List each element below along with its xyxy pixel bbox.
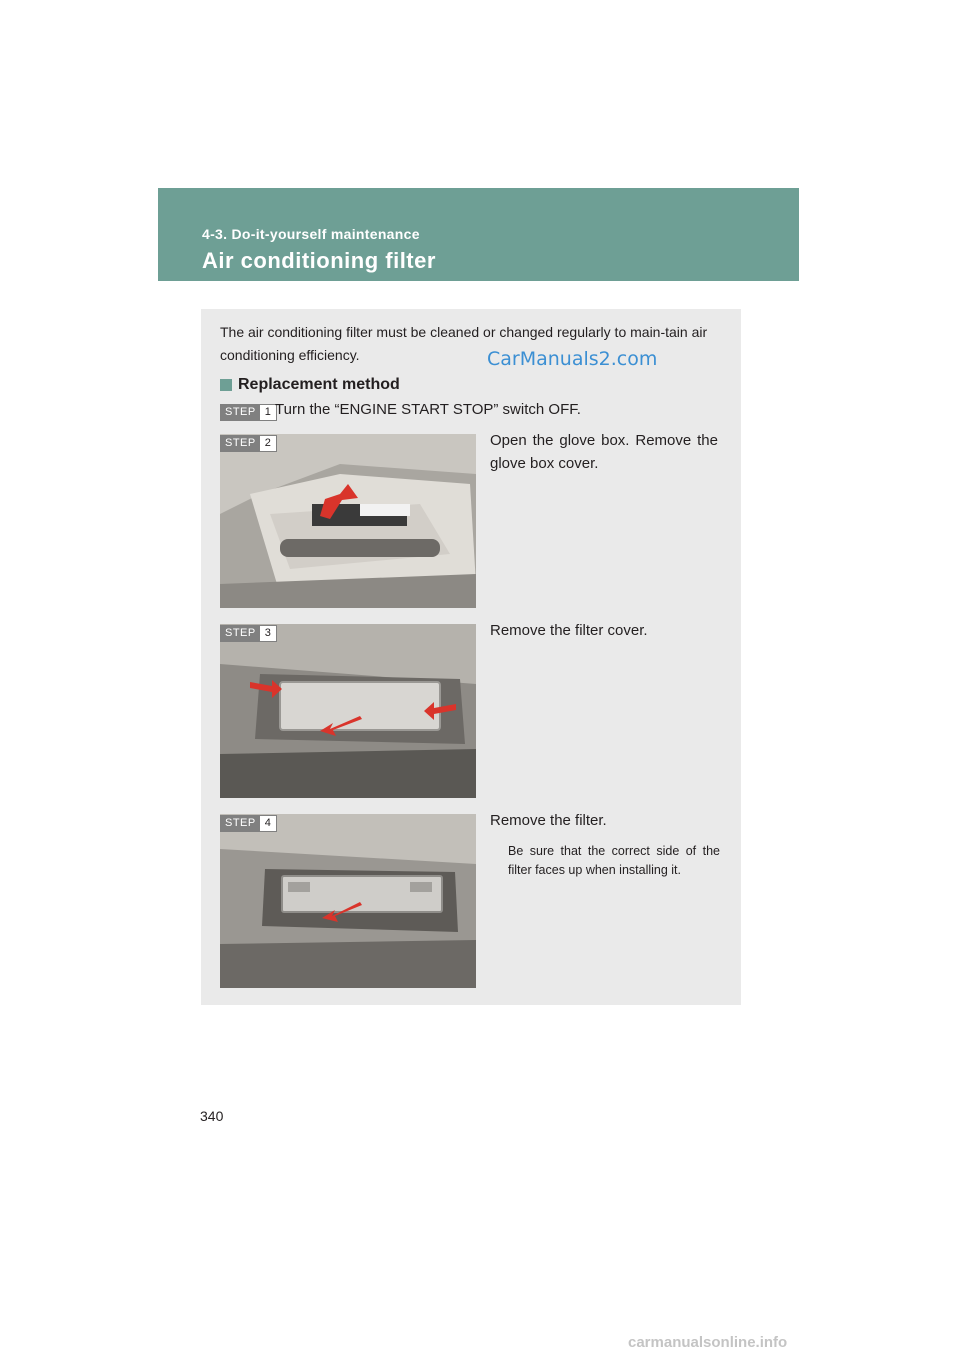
step-1-badge bbox=[220, 404, 277, 421]
filter-photo bbox=[220, 814, 476, 988]
step-word: STEP bbox=[221, 626, 260, 641]
step-2-badge bbox=[220, 435, 277, 452]
page-number: 340 bbox=[200, 1108, 224, 1124]
step-2-text: Open the glove box. Remove the glove box cover. bbox=[490, 432, 718, 472]
header-band bbox=[158, 188, 799, 281]
step-word: STEP bbox=[221, 816, 260, 831]
step-4-note: Be sure that the correct side of the filter faces up when installing it. bbox=[508, 844, 720, 877]
step-number: 2 bbox=[264, 437, 271, 449]
method-heading bbox=[220, 376, 400, 394]
page-title: Air conditioning filter bbox=[202, 248, 436, 273]
footer-watermark: carmanualsonline.info bbox=[628, 1334, 788, 1351]
step-3-badge bbox=[220, 625, 277, 642]
content-box bbox=[201, 309, 741, 1005]
section-label: 4-3. Do-it-yourself maintenance bbox=[202, 226, 420, 242]
glove-box-photo bbox=[220, 434, 476, 608]
method-heading-label: Replacement method bbox=[238, 376, 400, 393]
step-word: STEP bbox=[221, 436, 260, 451]
step-number: 4 bbox=[264, 817, 271, 829]
intro-text: The air conditioning filter must be cleaned or changed regularly to main-tain air conditioning efficiency. bbox=[220, 324, 708, 363]
step-4-text: Remove the filter. bbox=[490, 812, 607, 829]
step-4-badge bbox=[220, 815, 277, 832]
step-word: STEP bbox=[221, 405, 260, 420]
step-1-text: Turn the “ENGINE START STOP” switch OFF. bbox=[275, 401, 581, 418]
square-bullet-icon bbox=[220, 379, 232, 391]
step-number: 3 bbox=[264, 627, 271, 639]
step-number: 1 bbox=[264, 406, 271, 418]
step-3-text: Remove the filter cover. bbox=[490, 622, 648, 639]
watermark-text: CarManuals2.com bbox=[487, 348, 658, 370]
filter-cover-photo bbox=[220, 624, 476, 798]
